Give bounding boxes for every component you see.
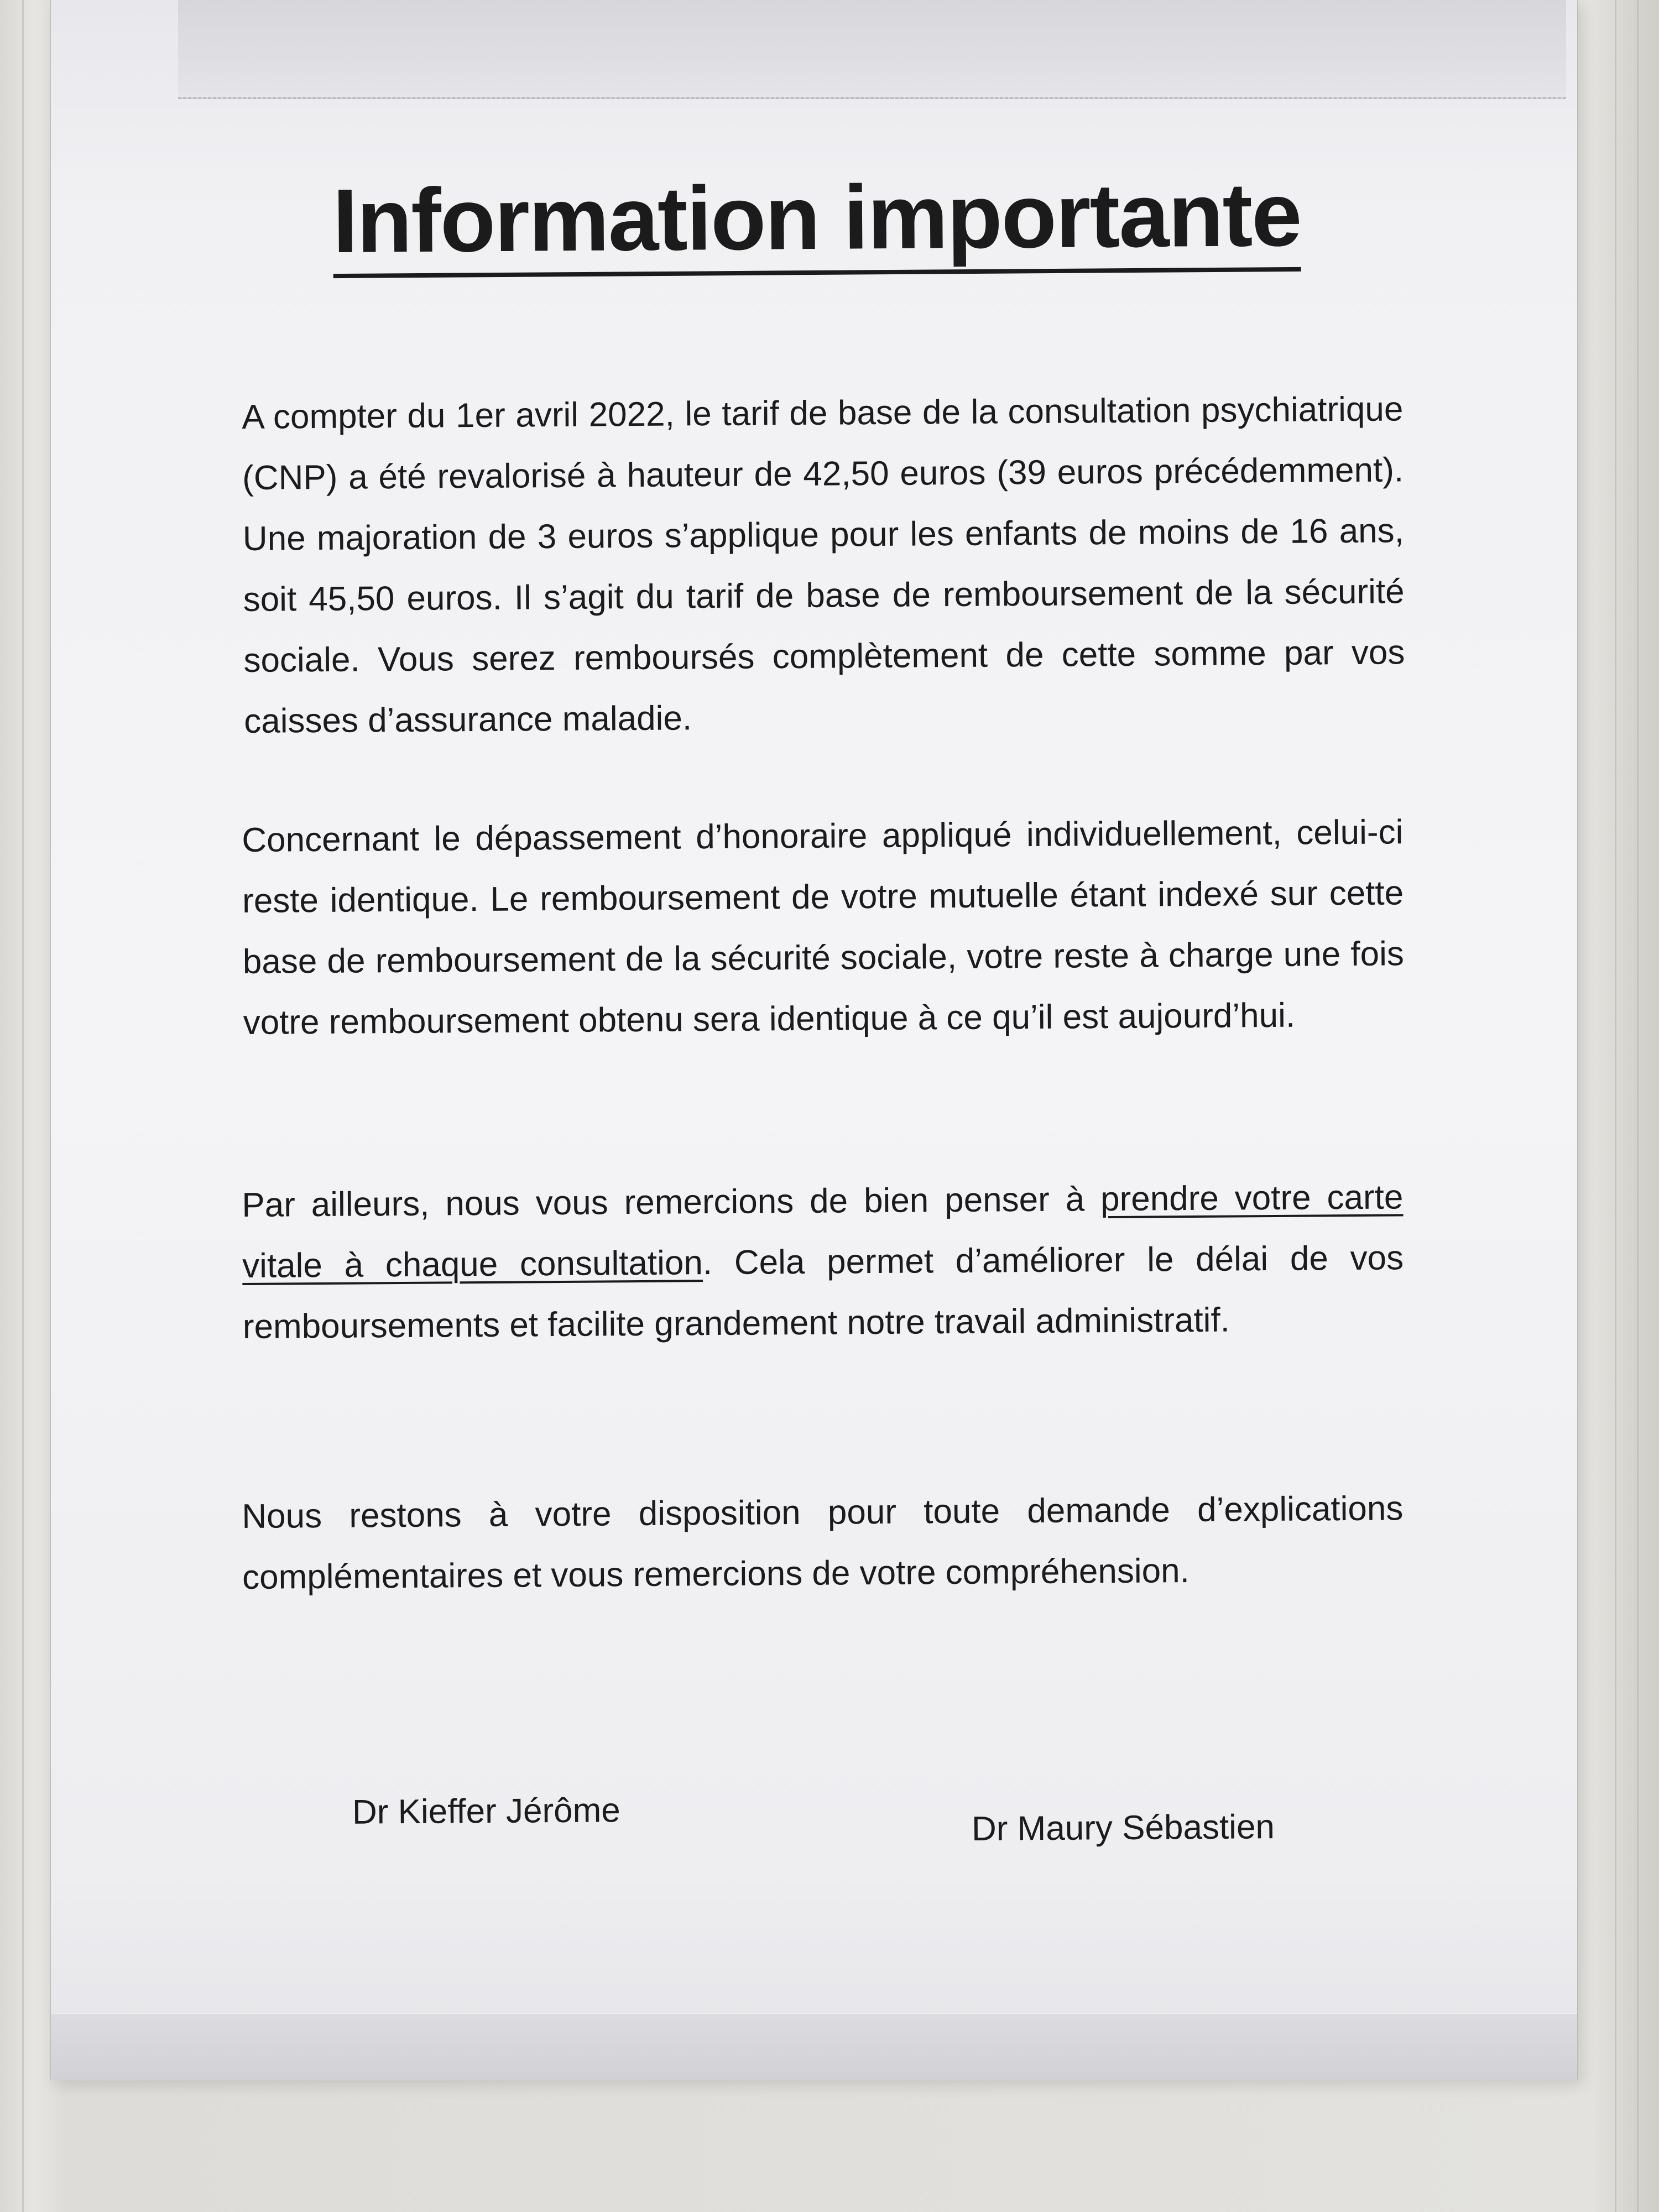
paragraph-tariff: A compter du 1er avril 2022, le tarif de base de la consultation psychiatrique (CNP) a été revalorisé à hauteur de 42,50 euros (39 euros précédemment). Une majoration de 3 euros s’applique pour les enfants de moins de 16 ans, soit 45,50 euros. Il s’agit du tarif de base de remboursement de la sécurité sociale. Vous serez remboursés complètement de cette somme par vos caisses d’assurance maladie. [242,390,1405,740]
notice-title [70,161,1563,275]
plastic-sleeve [51,0,1577,2079]
notice-title-text: Information importante [332,164,1301,278]
notice-sheet [70,100,1563,2013]
carte-vitale-intro: Par ailleurs, nous vous remercions de bien penser à [242,1180,1101,1224]
sleeve-top-fold [178,0,1566,99]
wall-edge-right [1615,0,1616,2212]
signature-left: Dr Kieffer Jérôme [352,1791,620,1832]
paragraph-carte-vitale [242,1167,1404,1358]
paragraph-closing: Nous restons à votre disposition pour toute demande d’explications complémentaires et vous remercions de votre compréhension. [242,1489,1404,1597]
paragraph-fee-overrun: Concernant le dépassement d’honoraire appliqué individuellement, celui-ci reste identique. Le remboursement de votre mutuelle étant indexé sur cette base de remboursement de la sécurité sociale, votre reste à charge une fois votre remboursement obtenu sera identique à ce qu’il est aujourd’hui. [242,813,1405,1042]
wall-edge-right-outer [1637,0,1639,2212]
carte-vitale-outro: . Cela permet d’améliorer le délai de vos remboursements et facilite grandement notre travail administratif. [242,1239,1404,1346]
signature-right: Dr Maury Sébastien [971,1808,1275,1848]
sleeve-bottom-fold [51,2013,1577,2080]
wall-edge-left [22,0,24,2212]
carte-vitale-emphasis: prendre votre carte vitale à chaque consultation [242,1178,1404,1285]
